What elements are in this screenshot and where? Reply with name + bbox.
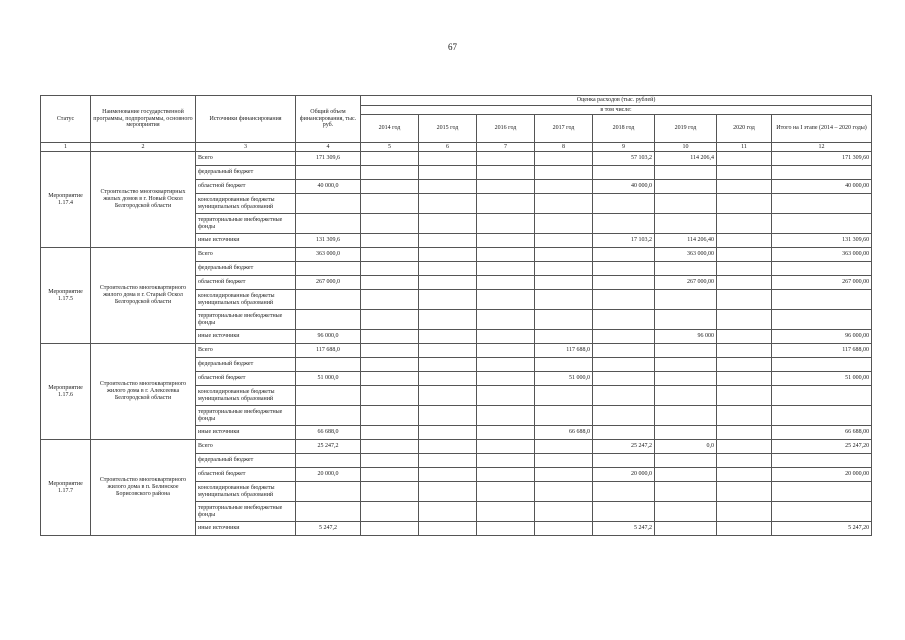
- column-number: 5: [361, 143, 419, 152]
- column-number: 7: [477, 143, 535, 152]
- year-amount: [593, 502, 655, 522]
- year-amount: [717, 426, 772, 440]
- total-amount: 117 688,0: [296, 344, 361, 358]
- header-year: 2020 год: [717, 115, 772, 143]
- total-amount: [296, 386, 361, 406]
- funding-source: областной бюджет: [196, 180, 296, 194]
- year-amount: [419, 358, 477, 372]
- year-amount: [535, 386, 593, 406]
- column-number: 8: [535, 143, 593, 152]
- year-amount: 17 103,2: [593, 234, 655, 248]
- year-amount: [593, 406, 655, 426]
- total-amount: [296, 166, 361, 180]
- year-amount: [361, 372, 419, 386]
- year-amount: [717, 290, 772, 310]
- year-amount: [655, 468, 717, 482]
- table-row: [41, 344, 872, 358]
- header-year: 2015 год: [419, 115, 477, 143]
- stage-total-amount: 5 247,20: [772, 522, 872, 536]
- year-amount: [535, 310, 593, 330]
- measure-name: Строительство многоквартирного жилого дома в п. Белинское Борисовского района: [91, 440, 196, 536]
- year-amount: [535, 482, 593, 502]
- total-amount: 267 000,0: [296, 276, 361, 290]
- total-amount: 25 247,2: [296, 440, 361, 454]
- year-amount: [361, 502, 419, 522]
- year-amount: [419, 372, 477, 386]
- year-amount: [477, 468, 535, 482]
- measure-name: Строительство многоквартирного жилого дома в г. Старый Оскол Белгородской области: [91, 248, 196, 344]
- stage-total-amount: [772, 454, 872, 468]
- measure-status: Мероприятие 1.17.5: [41, 248, 91, 344]
- year-amount: [361, 194, 419, 214]
- budget-table: [40, 95, 872, 536]
- year-amount: [655, 344, 717, 358]
- year-amount: [535, 166, 593, 180]
- stage-total-amount: [772, 194, 872, 214]
- year-amount: [419, 468, 477, 482]
- year-amount: [717, 248, 772, 262]
- year-amount: [655, 426, 717, 440]
- year-amount: [477, 344, 535, 358]
- year-amount: [419, 310, 477, 330]
- year-amount: [419, 406, 477, 426]
- year-amount: [593, 454, 655, 468]
- year-amount: [593, 344, 655, 358]
- year-amount: [477, 482, 535, 502]
- year-amount: [593, 482, 655, 502]
- year-amount: [535, 440, 593, 454]
- year-amount: [361, 248, 419, 262]
- year-amount: [655, 214, 717, 234]
- total-amount: 363 000,0: [296, 248, 361, 262]
- year-amount: [419, 330, 477, 344]
- year-amount: 114 206,4: [655, 152, 717, 166]
- year-amount: [717, 358, 772, 372]
- year-amount: [535, 290, 593, 310]
- year-amount: [655, 372, 717, 386]
- total-amount: [296, 262, 361, 276]
- year-amount: [717, 262, 772, 276]
- year-amount: [535, 214, 593, 234]
- year-amount: [419, 440, 477, 454]
- header-year: 2018 год: [593, 115, 655, 143]
- stage-total-amount: 25 247,20: [772, 440, 872, 454]
- year-amount: [419, 262, 477, 276]
- funding-source: иные источники: [196, 522, 296, 536]
- page-number: 67: [448, 42, 457, 52]
- year-amount: 51 000,0: [535, 372, 593, 386]
- year-amount: [717, 482, 772, 502]
- funding-source: областной бюджет: [196, 372, 296, 386]
- year-amount: [717, 166, 772, 180]
- year-amount: [419, 502, 477, 522]
- year-amount: [535, 406, 593, 426]
- year-amount: [419, 522, 477, 536]
- funding-source: иные источники: [196, 234, 296, 248]
- year-amount: [419, 180, 477, 194]
- total-amount: [296, 358, 361, 372]
- year-amount: 66 688,0: [535, 426, 593, 440]
- funding-source: Всего: [196, 344, 296, 358]
- funding-source: федеральный бюджет: [196, 262, 296, 276]
- year-amount: 20 000,0: [593, 468, 655, 482]
- year-amount: [535, 180, 593, 194]
- total-amount: [296, 502, 361, 522]
- year-amount: [419, 152, 477, 166]
- year-amount: [361, 330, 419, 344]
- year-amount: [593, 214, 655, 234]
- year-amount: [361, 276, 419, 290]
- stage-total-amount: [772, 358, 872, 372]
- year-amount: [477, 194, 535, 214]
- year-amount: [535, 330, 593, 344]
- total-amount: [296, 290, 361, 310]
- funding-source: территориальные внебюджетные фонды: [196, 310, 296, 330]
- funding-source: Всего: [196, 248, 296, 262]
- year-amount: [361, 214, 419, 234]
- funding-source: консолидированные бюджеты муниципальных образований: [196, 194, 296, 214]
- year-amount: [477, 180, 535, 194]
- funding-source: консолидированные бюджеты муниципальных образований: [196, 482, 296, 502]
- year-amount: [361, 468, 419, 482]
- year-amount: [655, 262, 717, 276]
- year-amount: [361, 310, 419, 330]
- table-row: [41, 440, 872, 454]
- funding-source: территориальные внебюджетные фонды: [196, 214, 296, 234]
- column-number: 1: [41, 143, 91, 152]
- year-amount: [477, 248, 535, 262]
- year-amount: [655, 454, 717, 468]
- year-amount: [535, 276, 593, 290]
- year-amount: [655, 482, 717, 502]
- year-amount: 0,0: [655, 440, 717, 454]
- year-amount: [361, 262, 419, 276]
- year-amount: [717, 214, 772, 234]
- measure-status: Мероприятие 1.17.4: [41, 152, 91, 248]
- year-amount: [593, 262, 655, 276]
- year-amount: [361, 358, 419, 372]
- funding-source: территориальные внебюджетные фонды: [196, 502, 296, 522]
- year-amount: [593, 290, 655, 310]
- total-amount: [296, 194, 361, 214]
- year-amount: [535, 248, 593, 262]
- year-amount: [655, 310, 717, 330]
- year-amount: [535, 358, 593, 372]
- year-amount: [477, 372, 535, 386]
- year-amount: [535, 152, 593, 166]
- year-amount: 114 206,40: [655, 234, 717, 248]
- year-amount: [419, 214, 477, 234]
- year-amount: [477, 386, 535, 406]
- year-amount: [535, 522, 593, 536]
- stage-total-amount: [772, 386, 872, 406]
- year-amount: [419, 276, 477, 290]
- total-amount: 51 000,0: [296, 372, 361, 386]
- year-amount: [361, 522, 419, 536]
- year-amount: [419, 194, 477, 214]
- year-amount: [477, 440, 535, 454]
- year-amount: [655, 290, 717, 310]
- total-amount: [296, 482, 361, 502]
- year-amount: 363 000,00: [655, 248, 717, 262]
- year-amount: [655, 386, 717, 406]
- year-amount: [361, 426, 419, 440]
- year-amount: [535, 194, 593, 214]
- year-amount: [361, 152, 419, 166]
- funding-source: Всего: [196, 440, 296, 454]
- total-amount: 40 000,0: [296, 180, 361, 194]
- total-amount: 131 309,6: [296, 234, 361, 248]
- year-amount: [593, 386, 655, 406]
- year-amount: [477, 406, 535, 426]
- year-amount: [477, 290, 535, 310]
- column-number: 11: [717, 143, 772, 152]
- year-amount: [361, 386, 419, 406]
- measure-name: Строительство многоквартирного жилого дома в г. Алексеевка Белгородской области: [91, 344, 196, 440]
- year-amount: [717, 180, 772, 194]
- year-amount: [655, 502, 717, 522]
- total-amount: 20 000,0: [296, 468, 361, 482]
- stage-total-amount: [772, 166, 872, 180]
- year-amount: [535, 234, 593, 248]
- year-amount: [717, 522, 772, 536]
- year-amount: [717, 276, 772, 290]
- year-amount: [361, 166, 419, 180]
- year-amount: [535, 468, 593, 482]
- header-source: Источники финансирования: [196, 96, 296, 143]
- year-amount: 25 247,2: [593, 440, 655, 454]
- stage-total-amount: 267 000,00: [772, 276, 872, 290]
- funding-source: федеральный бюджет: [196, 166, 296, 180]
- year-amount: 267 000,00: [655, 276, 717, 290]
- header-stage-total: Итого на I этапе (2014 – 2020 годы): [772, 115, 872, 143]
- stage-total-amount: 51 000,00: [772, 372, 872, 386]
- stage-total-amount: 117 688,00: [772, 344, 872, 358]
- measure-status: Мероприятие 1.17.6: [41, 344, 91, 440]
- header-estimate: Оценка расходов (тыс. рублей): [361, 96, 872, 106]
- year-amount: [361, 482, 419, 502]
- stage-total-amount: 20 000,00: [772, 468, 872, 482]
- year-amount: [593, 194, 655, 214]
- year-amount: 96 000: [655, 330, 717, 344]
- stage-total-amount: 171 309,60: [772, 152, 872, 166]
- year-amount: [477, 166, 535, 180]
- year-amount: [477, 310, 535, 330]
- funding-source: областной бюджет: [196, 276, 296, 290]
- year-amount: [593, 276, 655, 290]
- year-amount: [717, 454, 772, 468]
- year-amount: [361, 290, 419, 310]
- year-amount: [477, 454, 535, 468]
- total-amount: 66 688,0: [296, 426, 361, 440]
- header-year: 2019 год: [655, 115, 717, 143]
- funding-source: консолидированные бюджеты муниципальных образований: [196, 290, 296, 310]
- year-amount: [717, 310, 772, 330]
- stage-total-amount: [772, 310, 872, 330]
- year-amount: [593, 248, 655, 262]
- year-amount: [419, 166, 477, 180]
- header-total: Общий объем финансирования, тыс. руб.: [296, 96, 361, 143]
- year-amount: [593, 426, 655, 440]
- column-number: 3: [196, 143, 296, 152]
- header-year: 2017 год: [535, 115, 593, 143]
- measure-status: Мероприятие 1.17.7: [41, 440, 91, 536]
- year-amount: [717, 440, 772, 454]
- funding-source: иные источники: [196, 426, 296, 440]
- funding-source: консолидированные бюджеты муниципальных образований: [196, 386, 296, 406]
- year-amount: [655, 194, 717, 214]
- year-amount: [419, 344, 477, 358]
- header-including: в том числе:: [361, 106, 872, 115]
- year-amount: [717, 468, 772, 482]
- year-amount: [361, 406, 419, 426]
- year-amount: [717, 406, 772, 426]
- year-amount: [419, 234, 477, 248]
- year-amount: [655, 406, 717, 426]
- year-amount: [717, 344, 772, 358]
- year-amount: [717, 152, 772, 166]
- year-amount: [717, 502, 772, 522]
- column-number: 9: [593, 143, 655, 152]
- year-amount: [477, 522, 535, 536]
- year-amount: [419, 482, 477, 502]
- funding-source: иные источники: [196, 330, 296, 344]
- funding-source: областной бюджет: [196, 468, 296, 482]
- table-row: [41, 248, 872, 262]
- year-amount: [535, 502, 593, 522]
- header-year: 2016 год: [477, 115, 535, 143]
- stage-total-amount: [772, 262, 872, 276]
- table-row: [41, 152, 872, 166]
- stage-total-amount: 363 000,00: [772, 248, 872, 262]
- year-amount: [419, 290, 477, 310]
- year-amount: [477, 358, 535, 372]
- measure-name: Строительство многоквартирных жилых домов в г. Новый Оскол Белгородской области: [91, 152, 196, 248]
- total-amount: [296, 310, 361, 330]
- year-amount: [477, 214, 535, 234]
- year-amount: [361, 344, 419, 358]
- column-number: 10: [655, 143, 717, 152]
- total-amount: 96 000,0: [296, 330, 361, 344]
- stage-total-amount: 66 688,00: [772, 426, 872, 440]
- year-amount: [477, 152, 535, 166]
- year-amount: [361, 234, 419, 248]
- total-amount: [296, 214, 361, 234]
- year-amount: [477, 502, 535, 522]
- year-amount: [535, 454, 593, 468]
- year-amount: [655, 166, 717, 180]
- year-amount: [419, 386, 477, 406]
- year-amount: [655, 180, 717, 194]
- year-amount: [655, 358, 717, 372]
- total-amount: [296, 406, 361, 426]
- funding-source: федеральный бюджет: [196, 358, 296, 372]
- stage-total-amount: [772, 482, 872, 502]
- year-amount: 57 103,2: [593, 152, 655, 166]
- year-amount: [361, 180, 419, 194]
- total-amount: 5 247,2: [296, 522, 361, 536]
- year-amount: [717, 386, 772, 406]
- year-amount: [419, 248, 477, 262]
- year-amount: [477, 262, 535, 276]
- year-amount: [419, 454, 477, 468]
- stage-total-amount: 40 000,00: [772, 180, 872, 194]
- year-amount: [535, 262, 593, 276]
- year-amount: 117 688,0: [535, 344, 593, 358]
- stage-total-amount: 96 000,00: [772, 330, 872, 344]
- header-status: Статус: [41, 96, 91, 143]
- year-amount: [593, 358, 655, 372]
- column-number: 12: [772, 143, 872, 152]
- year-amount: [477, 276, 535, 290]
- year-amount: [361, 454, 419, 468]
- year-amount: 5 247,2: [593, 522, 655, 536]
- stage-total-amount: [772, 406, 872, 426]
- header-name: Наименование государственной программы, подпрограммы, основного мероприятия: [91, 96, 196, 143]
- year-amount: [655, 522, 717, 536]
- total-amount: [296, 454, 361, 468]
- funding-source: федеральный бюджет: [196, 454, 296, 468]
- year-amount: [477, 426, 535, 440]
- year-amount: [477, 330, 535, 344]
- year-amount: [477, 234, 535, 248]
- stage-total-amount: [772, 290, 872, 310]
- funding-source: территориальные внебюджетные фонды: [196, 406, 296, 426]
- year-amount: [419, 426, 477, 440]
- stage-total-amount: 131 309,60: [772, 234, 872, 248]
- year-amount: [593, 166, 655, 180]
- column-number: 2: [91, 143, 196, 152]
- stage-total-amount: [772, 214, 872, 234]
- stage-total-amount: [772, 502, 872, 522]
- funding-source: Всего: [196, 152, 296, 166]
- year-amount: 40 000,0: [593, 180, 655, 194]
- year-amount: [717, 330, 772, 344]
- year-amount: [717, 372, 772, 386]
- year-amount: [593, 330, 655, 344]
- year-amount: [593, 372, 655, 386]
- year-amount: [593, 310, 655, 330]
- column-number: 4: [296, 143, 361, 152]
- header-year: 2014 год: [361, 115, 419, 143]
- year-amount: [717, 234, 772, 248]
- total-amount: 171 309,6: [296, 152, 361, 166]
- year-amount: [717, 194, 772, 214]
- year-amount: [361, 440, 419, 454]
- column-number: 6: [419, 143, 477, 152]
